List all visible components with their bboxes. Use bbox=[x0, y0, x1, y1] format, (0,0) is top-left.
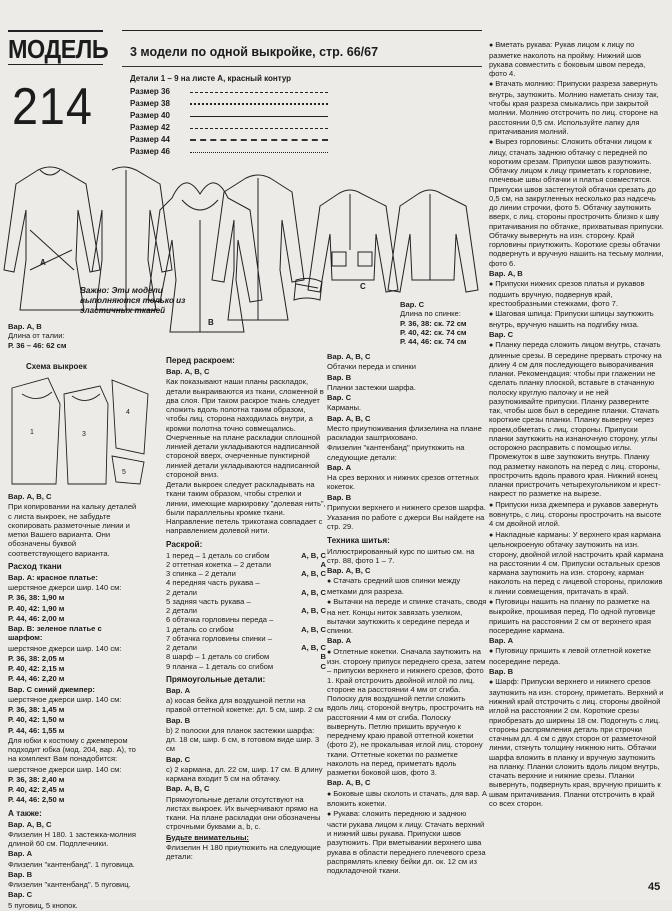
column-3: Вар. А, В, С Обтачки переда и спинки Вар. В Планки застежки шарфа. Вар. С Карманы. Вар. А, В, С Место приутюживания флизелина на плане раскладки заштриховано. Флизелин "кантенбанд" приутюжить на следующие детали: Вар. А На срез верхних и нижних срезов оттетных кокеток. Вар. В Припуски верхнего и нижнего срезов шарфа. Указания по работе с джерси Вы найдете на стр. 29. Техника шитья: Иллюстрированный курс по шитью см. на стр. 88, фото 1 – 7. Вар. А, В, С ● Стачать средний шов спинки между метками для разреза. ● Вытачки на переде и спинке стачать, сводя на нет. Концы ниток завязать узелком, вытачки заутюжить к середине переда и спинки. Вар. А ● Отлетные кокетки. Сначала заутюжить на изн. сторону припуск переднего среза, затем – припуски верхнего и нижнего срезов, фото 1. Край отстрочить двойной иглой по лиц. стороне на расстоянии 4 мм от сгиба. Полоску для воздушной петли сложить вдоль лиц. стороной внутрь, прострочить на расстоянии 4 мм от сгиба. Полоску вывернуть. Петлю пришить вручную к переднему краю правой оттетной кокетки (фото 2), не прокалывая иглой лиц. сторону ткани. Оттетные кокетки по разметке наколоть на перед, приметать вдоль разметки боковой шов, фото 3. Вар. А, В, С ● Боковые швы сколоть и стачать, для вар. А вложить кокетки. ● Рукава: сложить переднюю и заднюю части рукава лицом к лицу. Стачать верхний и нижний швы рукава. Припуски швов разутюжить. При вметывании верхнего шва рукава в области переднего плечевого среза распрямлять клевку бейки дл. ок. 12 см из подкладочной ткани. bbox=[327, 352, 487, 876]
size-row: Размер 40 bbox=[130, 110, 328, 122]
fig-a-label: А bbox=[40, 258, 46, 267]
dress-b-back-sketch bbox=[212, 175, 304, 320]
size-row: Размер 46 bbox=[130, 146, 328, 158]
cut-item: 5 задняя часть рукава – bbox=[166, 596, 251, 606]
cut-item: 6 обтачка горловины переда – bbox=[166, 615, 274, 625]
size-row: Размер 44 bbox=[130, 134, 328, 146]
var-c-caption: Вар. С Длина по спинке: Р. 36, 38: ск. 72 см Р. 40, 42: ск. 74 см Р. 44, 46: ск. 74 см bbox=[400, 300, 467, 346]
headline: 3 модели по одной выкройке, стр. 66/67 bbox=[130, 45, 379, 59]
cut-item: 2 детали А, В, С bbox=[166, 587, 326, 597]
cut-item: 2 детали А, В, С bbox=[166, 643, 326, 652]
cut-item: 3 спинка – 2 детали А, В, С bbox=[166, 569, 326, 578]
cut-item: 8 шарф – 1 деталь со сгибом В bbox=[166, 652, 326, 662]
cut-item: 7 обтачка горловины спинки – bbox=[166, 633, 272, 643]
jumper-c-back-sketch bbox=[388, 190, 478, 292]
size-row: Размер 36 bbox=[130, 86, 328, 98]
headline-top-rule bbox=[122, 30, 482, 31]
column-4: ● Вметать рукава: Рукав лицом к лицу по разметке наколоть на пройму. Нижний шов рукава совместить с боковым швом переда, фото 4. ● Втачать молнию: Припуски разреза завернуть внутрь, заутюжить. Молнию наметать снизу так, чтобы края разреза смыкались при закрытой молнии. Молнию отстрочить по лиц. стороне на расстоянии 0,5 см. Используйте лапку для притачивания молний. ● Вырез горловины: Сложить обтачки лицом к лицу, стачать заднюю обтачку с передней по коротким срезам. Припуски швов разутюжить. Обтачку лицом к лицу приметать к горловине, плечевые швы обтачки и платья совместятся. Припуски швов застегнутой обтачки срезать до 0,5 см, на закругленных несколько раз надсечь до линии строчки, фото 5. Обтачку заутюжить вверх, с лиц. стороны прострочить близко к шву притачивания по обтачке, прихватывая припуски. Обтачку вывернуть на изн. сторону. Край горловины приутюжить. Короткие срезы обтачки подвернуть и вручную нашить на тесьму молнии, фото 6. Вар. А, В ● Припуски нижних срезов платья и рукавов подшить вручную, подвернув край, крестообразными стежками, фото 7. ● Шаговая шпица: Припуски шпицы заутюжить внутрь, вручную нашить на подгибку низа. Вар. С ● Планку переда сложить лицом внутрь, стачать длинные срезы. В середине прервать строчку на длину 4 см для последующего выворачивания планки. Рекомендация: чтобы при глажении не сделать планку плоской, вставьте в стачанную полоску круглую палочку и не ней разутюживайте припуски. Планку разверните так, чтобы шов был в середине планки. Стачать короткие срезы планки. Планку выверну через проем,обметать с лиц. стороны. Припуски планки заутюжить на изнаночную сторону, углы осторожно расправить с помощью иглы. Промежуток в шве заутюжить внутрь. Планку под разметку наколоть на перед с лиц. стороны, прострочить вдоль правого края. Нижний конец планки пристрочить четырехугольником и крест-накрест по разметке на вырезе. ● Припуски низа джемпера и рукавов завернуть вовнутрь, с лиц. стороны прострочить на высоте 4 см двойной иглой. ● Накладные карманы: У верхнего края кармана цельнокроеную обтачку заутюжить на изн. сторону, двойной иглой настрочить край кармана на расстоянии 4 см. Припуски остальных срезов кармана заутюжить на изн. сторону, карман наколоть на перед с лицевой стороны, приложив к линии совмещения, притачать в край. ● Пуговицы нашить на планку по разметке на выкройке, прошивая перед. По одной пуговице пришить на расстоянии 2 см от верхнего края посередине кармана. Вар. А ● Пуговицу пришить к левой отлетной кокетке посередине переда. Вар. В ● Шарф: Припуски верхнего и нижнего срезов заутюжить на изн. сторону, приметать. Верхний и нижний край отстрочить с лиц. стороны двойной иглой на расстоянии 2 см. Короткие срезы приобрезать до ширины 18 см. Подогнуть с лиц. стороны распрямления деталь при строчки стачным дл. 4 см с двух сторон от разметочной линии, стянуть толщину нижнюю нить. Обтачки шарфа вложить в планку и вручную заутюжить на планку. Планки сложить вдоль лицом внутрь, стачать верхние и нижние срезы. Планки вывернуть, подвернуть края, вручную пришить к швам притачивания. Планки отстрочить в край со всех сторон. bbox=[489, 40, 664, 808]
cut-item: 2 детали А, В, С bbox=[166, 606, 326, 615]
jumper-c-front-sketch bbox=[308, 190, 398, 292]
important-note: Важно: Эти модели выполняются только из эластичных тканей bbox=[80, 286, 186, 315]
cut-item: 9 планка – 1 деталь со сгибом С bbox=[166, 661, 326, 671]
size-legend bbox=[130, 86, 328, 158]
svg-text:3: 3 bbox=[82, 431, 86, 438]
page-number: 45 bbox=[648, 881, 661, 893]
column-2: Перед раскроем: Вар. А, В, С Как показывают наши планы раскладок, детали выкраиваются из ткани, сложенной в два слоя. При таком раскрое ткань следует сложить вдоль полотна таким образом, чтобы лиц. сторона находилась внутри, а кромки полотна точно совмещались. Очерченные на плане раскладки сплошной линией детали укладываются надписанной стороной вверх, очерченные пунктирной линией детали укладываются надписанной стороной вниз. Детали выкроек следует раскладывать на ткани таким образом, чтобы стрелки и линии, имеющие маркировку "долевая нить", были параллельны кромке ткани. Направление петель трикотажа совпадает с направлением долевой нити. Раскрой: 1 перед – 1 деталь со сгибом А, В, С 2 оттетная кокетка – 2 детали А 3 спинка – 2 детали А, В, С 4 передняя часть рукава – 2 детали А, В, С 5 задняя часть рукава – 2 детали А, В, С 6 обтачка горловины переда – 1 деталь со сгибом А, В, С 7 обтачка горловины спинки – 2 детали А, В, С 8 шарф – 1 деталь со сгибом В 9 планка – 1 деталь со сгибом С Прямоугольные детали: Вар. А а) косая бейка для воздушной петли на правой оттетной кокетке: дл. 5 см, шир. 2 см Вар. В b) 2 полоски для планок застежки шарфа: дл. 18 см, шир. 6 см, в готовом виде шир. 3 см Вар. С с) 2 кармана, дл. 22 см, шир. 17 см. В длину кармана входит 5 см на обтачку. Вар. А, В, С Прямоугольные детали отсутствуют на листах выкроек. Их вычерчивают прямо на ткани. На плане раскладки они обозначены строчными буквами а, b, с. Будьте внимательны: Флизелин Н 180 приутюжить на следующие детали: bbox=[166, 356, 326, 861]
svg-text:1: 1 bbox=[30, 429, 34, 436]
fig-a-caption: Вар. А, В Длина от талии: Р. 36 – 46: 62 см bbox=[8, 322, 67, 350]
fig-c-label: С bbox=[360, 282, 366, 291]
model-number: 214 bbox=[12, 78, 93, 136]
column-1: Вар. А, В, С При копировании на кальку деталей с листа выкроек, не забудьте скопировать разметочные линии и метки Вашего варианта. Они обозначены буквой соответствующего варианта. Расход ткани Вар. А: красное платье: шерстяное джерси шир. 140 см: Р. 36, 38: 1,90 м Р. 40, 42: 1,90 м Р. 44, 46: 2,00 м Вар. В: зеленое платье с шарфом: шерстяное джерси шир. 140 см: Р. 36, 38: 2,05 м Р. 40, 42: 2,15 м Р. 44, 46: 2,20 м Вар. С синий джемпер: шерстяное джерси шир. 140 см: Р. 36, 38: 1,45 м Р. 40, 42: 1,50 м Р. 44, 46: 1,55 м Для юбки к костюму с джемпером подходит юбка (мод. 204, вар. А), то на комплект Вам понадобится: шерстяное джерси шир. 140 см: Р. 36, 38: 2,40 м Р. 40, 42: 2,45 м Р. 44, 46: 2,50 м А также: Вар. А, В, С Флизелин Н 180. 1 застежка-молния длиной 60 см. Подплечники. Вар. А Флизелин "кантенбанд". 1 пуговица. Вар. В Флизелин "кантенбанд". 5 пуговиц. Вар. С 5 пуговиц, 5 кнопок. bbox=[8, 492, 137, 910]
svg-text:4: 4 bbox=[126, 409, 130, 416]
scheme-title: Схема выкроек bbox=[26, 362, 87, 371]
cut-item: 1 перед – 1 деталь со сгибом А, В, С bbox=[166, 550, 326, 560]
fig-b-label: В bbox=[208, 318, 214, 327]
pattern-scheme bbox=[8, 374, 158, 490]
model-divider bbox=[8, 64, 103, 65]
details-line: Детали 1 – 9 на листе А, красный контур bbox=[130, 74, 292, 83]
svg-text:5: 5 bbox=[122, 469, 126, 476]
size-row: Размер 38 bbox=[130, 98, 328, 110]
cut-item: 4 передняя часть рукава – bbox=[166, 578, 260, 588]
cut-item: 2 оттетная кокетка – 2 детали А bbox=[166, 559, 326, 569]
model-word: МОДЕЛЬ bbox=[8, 34, 109, 64]
cut-item: 1 деталь со сгибом А, В, С bbox=[166, 624, 326, 634]
size-row: Размер 42 bbox=[130, 122, 328, 134]
cut-list bbox=[166, 551, 326, 671]
headline-bottom-rule bbox=[122, 66, 482, 67]
